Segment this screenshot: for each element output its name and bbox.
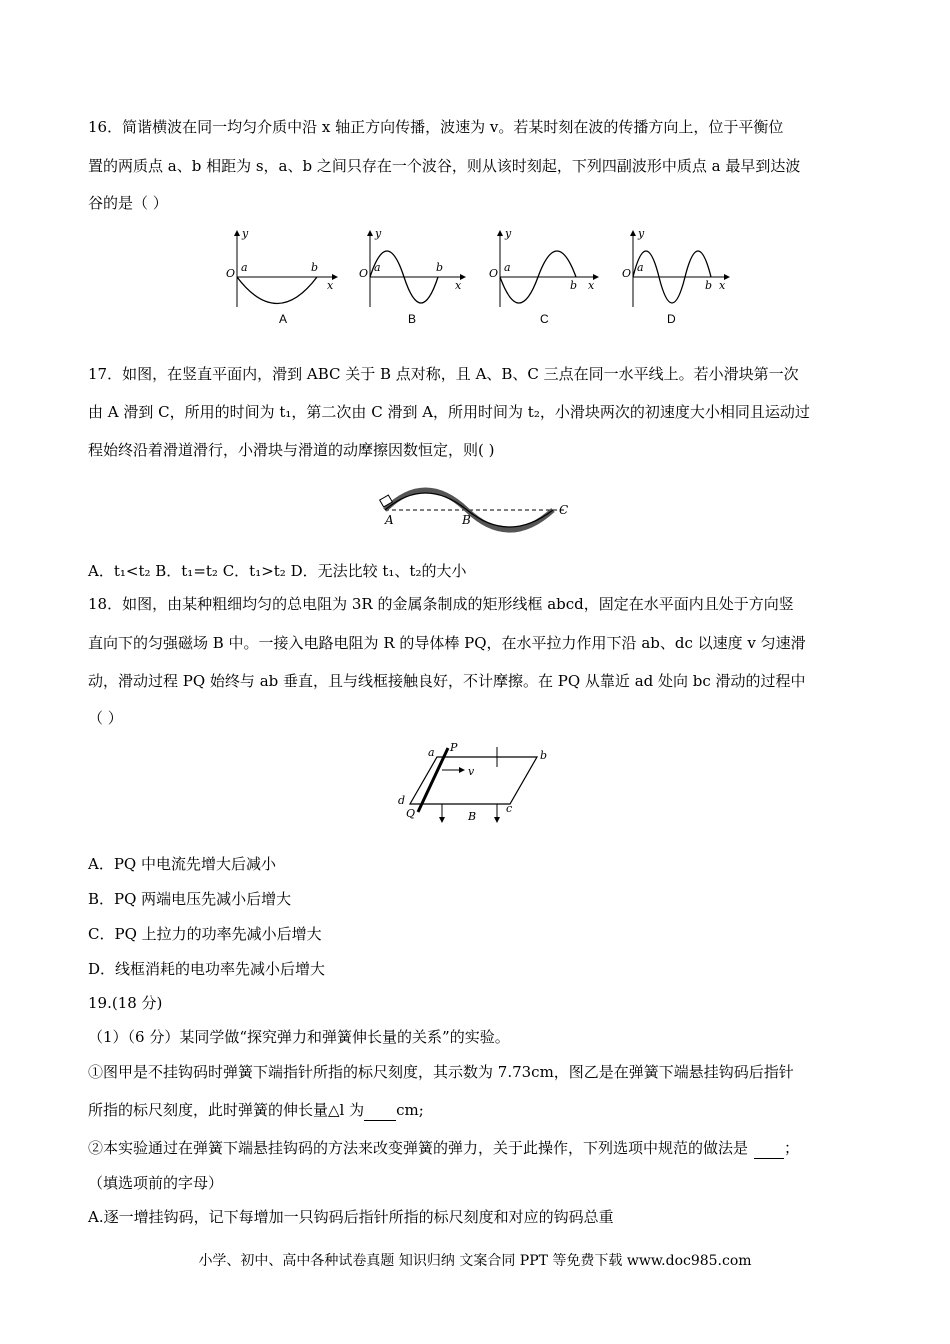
q16-b-y: y: [375, 227, 382, 240]
q16-a-o: O: [226, 267, 236, 280]
q18-line3: 动，滑动过程 PQ 始终与 ab 垂直，且与线框接触良好，不计摩擦。在 PQ 从靠近 ad 处向 bc 滑动的过程中: [88, 672, 806, 690]
page-footer: 小学、初中、高中各种试卷真题 知识归纳 文案合同 PPT 等免费下载 www.doc985.com: [198, 1253, 752, 1269]
q17-line1: 17．如图，在竖直平面内，滑到 ABC 关于 B 点对称，且 A、B、C 三点在同一水平线上。若小滑块第一次: [88, 365, 799, 383]
q19-blank-1[interactable]: [364, 1100, 396, 1121]
q16-b-o: O: [359, 267, 369, 280]
q16-c-b: b: [570, 279, 578, 292]
q18-label-v: v: [468, 765, 475, 778]
q18-line2: 直向下的匀强磁场 B 中。一接入电路电阻为 R 的导体棒 PQ，在水平拉力作用下沿 ab、dc 以速度 v 匀速滑: [88, 634, 806, 652]
q19-p2a: [88, 1138, 799, 1159]
q19-sub1: （1）（6 分）某同学做“探究弹力和弹簧伸长量的关系”的实验。: [88, 1028, 510, 1046]
q19-option-a: A.逐一增挂钩码，记下每增加一只钩码后指针所指的标尺刻度和对应的钩码总重: [88, 1208, 614, 1226]
q16-d-y: y: [638, 227, 645, 240]
q18-line4: （ ）: [88, 709, 123, 727]
q16-d-label: D: [667, 312, 676, 326]
q18-option-d: D．线框消耗的电功率先减小后增大: [88, 960, 326, 978]
q18-option-b: B．PQ 两端电压先减小后增大: [88, 890, 292, 908]
q18-label-q: Q: [406, 807, 416, 820]
q16-d-o: O: [622, 267, 632, 280]
q16-a-a: a: [241, 261, 248, 274]
q19-head: 19.(18 分): [88, 994, 163, 1012]
q16-line2: 置的两质点 a、b 相距为 s，a、b 之间只存在一个波谷，则从该时刻起，下列四副波形中质点 a 最早到达波: [88, 157, 801, 175]
q17-line2: 由 A 滑到 C，所用的时间为 t₁，第二次由 C 滑到 A，所用时间为 t₂，小滑块两次的初速度大小相同且运动过: [88, 403, 810, 421]
q16-b-a: a: [374, 261, 381, 274]
q16-d-b: b: [705, 279, 713, 292]
q18-frame-figure: [392, 742, 562, 827]
q16-line1: 16．简谐横波在同一均匀介质中沿 x 轴正方向传播，波速为 v。若某时刻在波的传播方向上，位于平衡位: [88, 118, 784, 136]
q19-p1b-pre: 所指的标尺刻度，此时弹簧的伸长量△l 为: [88, 1101, 365, 1119]
q18-option-a: A．PQ 中电流先增大后减小: [88, 855, 276, 873]
q16-wave-figures: [225, 225, 735, 330]
q17-label-a: A: [385, 513, 394, 527]
q17-label-b: B: [462, 513, 471, 527]
q18-label-c: c: [506, 802, 513, 815]
q16-b-label: B: [408, 312, 417, 326]
q16-graph-a: [226, 227, 337, 326]
q18-option-c: C．PQ 上拉力的功率先减小后增大: [88, 925, 322, 943]
q16-d-a: a: [637, 261, 644, 274]
q19-p2a-pre: ②本实验通过在弹簧下端悬挂钩码的方法来改变弹簧的弹力，关于此操作，下列选项中规范的做法是: [88, 1139, 749, 1157]
q18-label-b: b: [540, 749, 548, 762]
q19-p1a: ①图甲是不挂钩码时弹簧下端指针所指的标尺刻度，其示数为 7.73cm，图乙是在弹簧下端悬挂钩码后指针: [88, 1063, 794, 1081]
q16-c-o: O: [489, 267, 499, 280]
q18-label-field-b: B: [468, 810, 477, 823]
q17-options: A．t₁<t₂ B．t₁=t₂ C．t₁>t₂ D．无法比较 t₁、t₂的大小: [88, 562, 467, 580]
q16-b-x: x: [455, 279, 462, 292]
q18-line1: 18．如图，由某种粗细均匀的总电阻为 3R 的金属条制成的矩形线框 abcd，固定在水平面内且处于方向竖: [88, 595, 794, 613]
q18-label-a: a: [428, 746, 435, 759]
q18-label-d: d: [398, 794, 406, 807]
q18-label-p: P: [450, 742, 458, 754]
q16-graph-b: [359, 227, 465, 326]
q16-a-y: y: [242, 227, 249, 240]
q19-p2a-post: ；: [784, 1139, 800, 1157]
q16-graph-c: [489, 227, 598, 326]
q19-p2b: （填选项前的字母）: [88, 1174, 224, 1192]
q16-c-y: y: [505, 227, 512, 240]
q16-graph-d: [622, 227, 729, 326]
q16-a-label: A: [279, 312, 288, 326]
q17-slide-figure: [373, 478, 578, 533]
q16-line3: 谷的是（ ）: [88, 194, 168, 212]
q19-blank-2[interactable]: [754, 1138, 784, 1159]
q19-p1b-post: cm;: [396, 1101, 424, 1119]
q16-a-b: b: [311, 261, 319, 274]
q16-d-x: x: [719, 279, 726, 292]
q16-c-label: C: [540, 312, 549, 326]
q16-wave-a: [237, 277, 317, 304]
q17-label-c: C: [559, 503, 569, 517]
q16-a-x: x: [327, 279, 334, 292]
q17-line3: 程始终沿着滑道滑行，小滑块与滑道的动摩擦因数恒定，则( ): [88, 441, 495, 459]
q16-c-x: x: [588, 279, 595, 292]
q16-b-b: b: [436, 261, 444, 274]
q19-p1b: [88, 1100, 424, 1121]
q16-c-a: a: [504, 261, 511, 274]
